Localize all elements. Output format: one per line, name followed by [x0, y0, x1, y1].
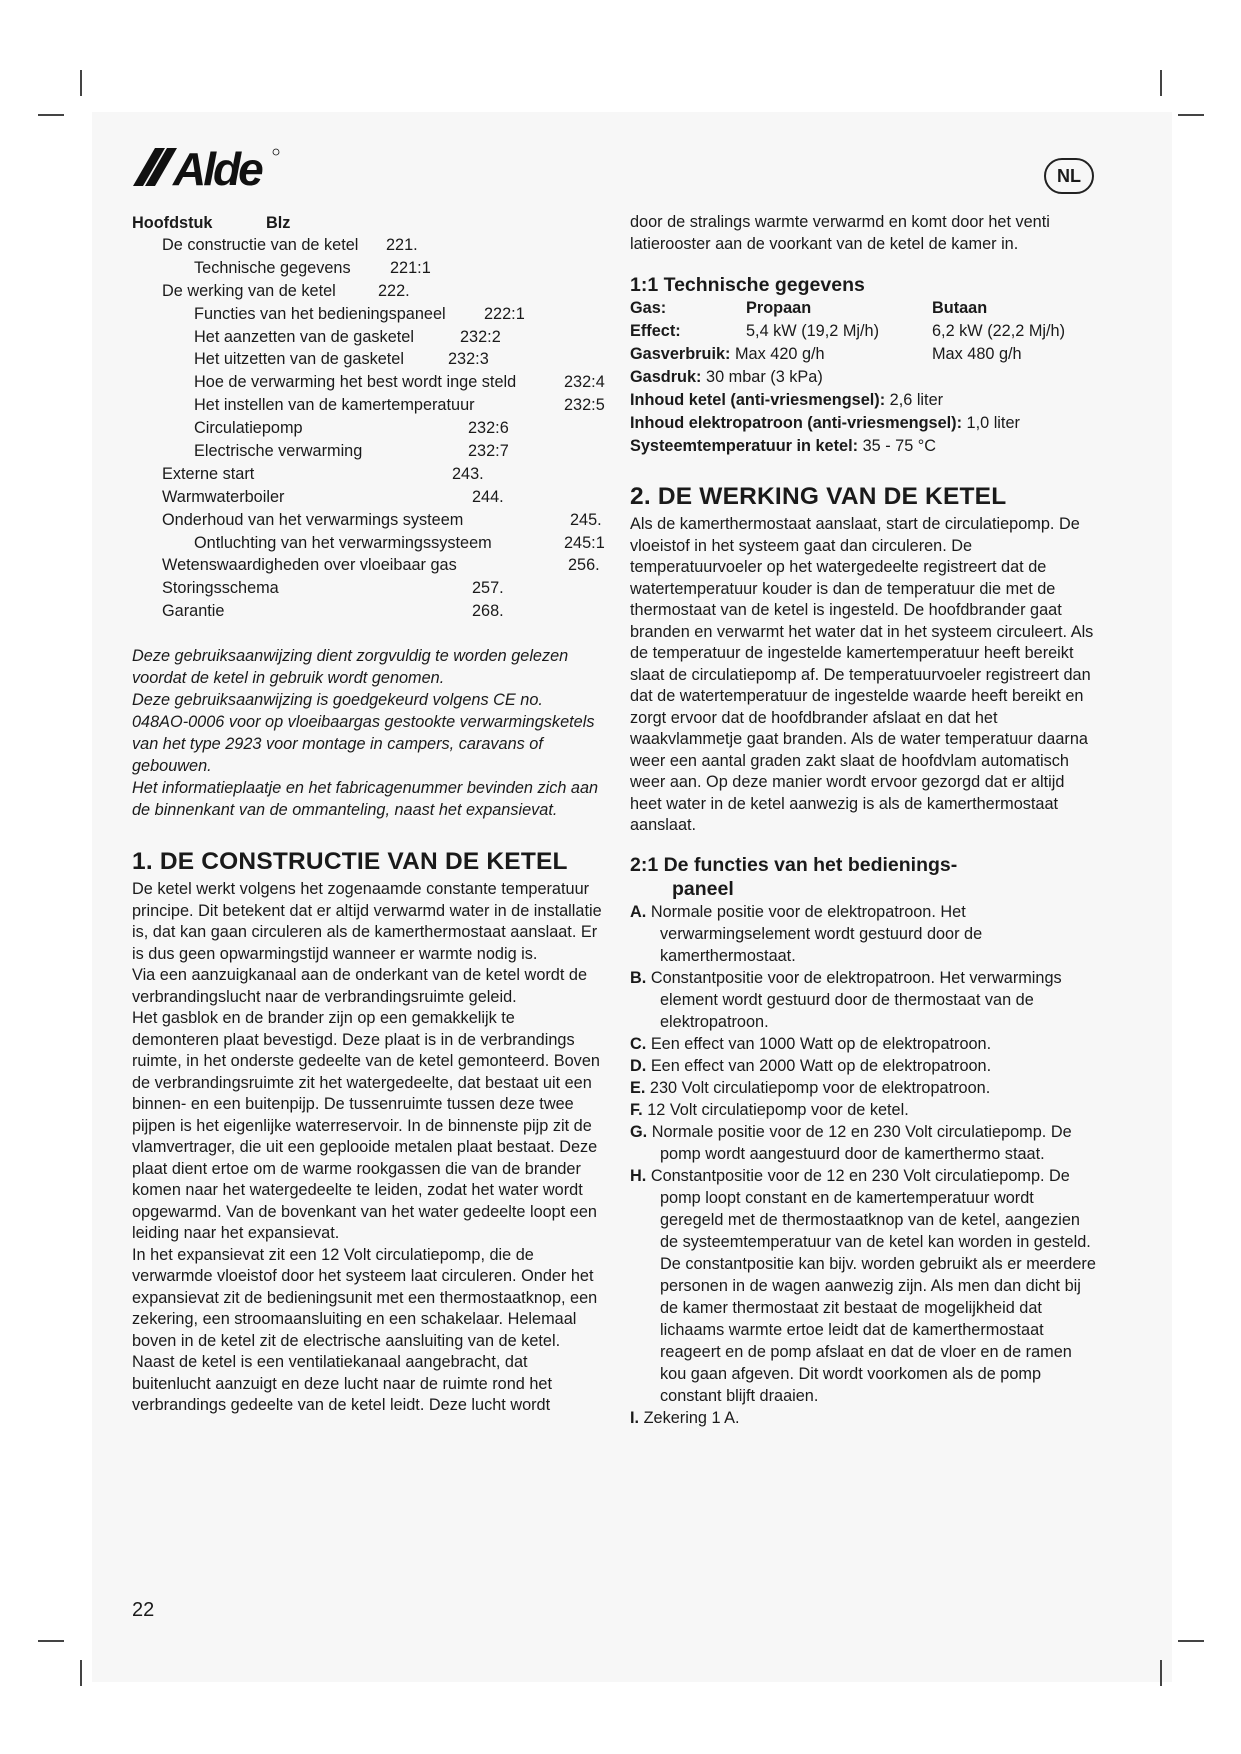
spec-label: Gasdruk:	[630, 368, 702, 386]
toc-page: 268.	[472, 602, 504, 621]
toc-label: Technische gegevens	[194, 258, 351, 277]
spec-label: Gasverbruik:	[630, 345, 731, 363]
spec-value: 2,6 liter	[889, 391, 944, 409]
tech-title: 1:1 Technische gegevens	[630, 274, 865, 296]
toc-page: 232:6	[468, 419, 509, 438]
toc-header	[132, 212, 602, 234]
toc-row	[132, 577, 612, 600]
list-key: E.	[630, 1078, 646, 1097]
toc-row	[132, 417, 612, 440]
toc-page: 232:2	[460, 327, 501, 346]
spec-label: Gas:	[630, 299, 667, 317]
control-panel-list	[630, 901, 1100, 1429]
toc-row	[132, 509, 612, 532]
toc-page: 232:5	[564, 396, 605, 415]
toc-row	[132, 440, 612, 463]
section-1-paragraph: Via een aanzuigkanaal aan de onderkant van de ketel wordt de verbrandingslucht naar de verbrandingsruimte geleid.	[132, 966, 588, 1006]
toc-page: 221.	[386, 236, 418, 254]
list-text: Constantpositie voor de elektropatroon. Het verwarmings element wordt gestuurd door de thermostaat van de elektropatroon.	[650, 968, 1062, 1031]
left-column	[132, 212, 605, 1417]
section-21-title-line: paneel	[672, 877, 734, 900]
list-key: F.	[630, 1100, 643, 1119]
spec-value: 1,0 liter	[966, 414, 1020, 432]
list-text: Een effect van 2000 Watt op de elektropatroon.	[650, 1056, 992, 1075]
toc-label: Het uitzetten van de gasketel	[194, 350, 404, 369]
crop-mark	[1160, 70, 1162, 96]
section-1-paragraph: In het expansievat zit een 12 Volt circulatiepomp, die de verwarmde vloeistof door het systeem laat circuleren. Onder het expansievat zit de bedieningsunit met een thermostaatknop, een zekering, een stroomaansluiting en een schakelaar. Helemaal boven in de ketel zit de electrische aansluiting van de ketel. Naast de ketel is een ventilatiekanaal aangebracht, dat buitenlucht aanzuigt en deze lucht naar de ruimte rond het verbrandings gedeelte van de ketel leidt. Deze lucht wordt	[132, 1245, 598, 1415]
list-item	[630, 1077, 1100, 1099]
spec-value: 6,2 kW (22,2 Mj/h)	[932, 322, 1066, 340]
list-key: A.	[630, 902, 647, 921]
list-item	[630, 1165, 1100, 1407]
toc-label: Ontluchting van het verwarmingssysteem	[194, 533, 492, 552]
section-1-paragraph: Het gasblok en de brander zijn op een gemakkelijk te demonteren plaat bevestigd. Deze plaat is in de verbrandings ruimte, in het onderste gedeelte van de ketel gemonteerd. Boven de verbrandingsruimte zit het watergedeelte, dat bestaat uit een binnen- en een buitenpijp. De tussenruimte tussen deze twee pijpen is het eigenlijke waterreservoir. In de binnenste pijp zit de vlamvertrager, die uit een geplooide metalen plaat bestaat. Deze plaat dient ertoe om de warme rookgassen die van de brander komen naar het watergedeelte te leiden, zodat het water wordt opgewarmd. Van de bovenkant van het water gedeelte loopt een leiding naar het expansievat.	[132, 1009, 600, 1243]
intro-paragraph: Deze gebruiksaanwijzing dient zorgvuldig te worden gelezen voordat de ketel in gebruik wordt genomen.	[132, 647, 569, 688]
section-21-title	[630, 853, 1100, 901]
toc-row	[132, 326, 612, 349]
toc-row	[132, 600, 612, 623]
toc-page: 232:4	[564, 373, 605, 392]
toc-label: Externe start	[162, 464, 255, 483]
toc-label: Storingsschema	[162, 579, 279, 598]
table-of-contents	[132, 234, 612, 623]
toc-row	[132, 554, 612, 577]
section-1-paragraph: De ketel werkt volgens het zogenaamde constante temperatuur principe. Dit betekent dat er altijd verwarmd water in de installatie is, dat kan gaan circuleren als de kamerthermostaat aanslaat. Er is dus geen opwarmingstijd wanneer er warmte nodig is.	[132, 880, 602, 963]
right-column	[630, 212, 1100, 1429]
list-key: C.	[630, 1034, 647, 1053]
toc-label: Hoe de verwarming het best wordt inge steld	[194, 373, 517, 392]
crop-mark	[80, 70, 82, 96]
toc-label: Het instellen van de kamertemperatuur	[194, 396, 475, 415]
list-key: G.	[630, 1122, 648, 1141]
toc-row	[132, 303, 612, 326]
alde-logo	[133, 142, 283, 195]
toc-page: 221:1	[390, 258, 431, 277]
section-1-continued: door de stralings warmte verwarmd en komt door het venti latierooster aan de voorkant van de ketel de kamer in.	[630, 213, 1050, 253]
language-badge: NL	[1044, 158, 1094, 194]
intro-paragraph: Het informatieplaatje en het fabricagenummer bevinden zich aan de binnenkant van de ommanteling, naast het expansievat.	[132, 779, 599, 820]
crop-mark	[38, 114, 64, 116]
list-text: Normale positie voor de elektropatroon. Het verwarmingselement wordt gestuurd door de kamerthermostaat.	[650, 902, 983, 965]
intro-paragraph: Deze gebruiksaanwijzing is goedgekeurd volgens CE no. 048AO-0006 voor op vloeibaargas gestookte verwarmingsketels van het type 2923 voor montage in campers, caravans of gebouwen.	[132, 691, 595, 776]
list-item	[630, 1121, 1100, 1165]
spec-value: 30 mbar (3 kPa)	[706, 368, 823, 386]
toc-page: 243.	[452, 464, 484, 483]
tech-specs	[630, 297, 1100, 458]
toc-row	[132, 257, 612, 280]
toc-label: Het aanzetten van de gasketel	[194, 327, 414, 346]
toc-page: 222:1	[484, 304, 525, 323]
spec-value: 35 - 75 °C	[862, 437, 937, 455]
toc-label: Electrische verwarming	[194, 442, 363, 461]
list-key: I.	[630, 1408, 640, 1427]
toc-chapter-heading: Hoofdstuk	[132, 214, 213, 232]
crop-mark	[80, 1660, 82, 1686]
svg-text:Alde: Alde	[173, 143, 261, 190]
toc-label: Garantie	[162, 602, 225, 621]
crop-mark	[1178, 1640, 1204, 1642]
crop-mark	[1178, 114, 1204, 116]
spec-butaan-heading: Butaan	[932, 299, 988, 317]
spec-label: Effect:	[630, 322, 681, 340]
toc-label: Wetenswaardigheden over vloeibaar gas	[162, 556, 457, 575]
section-1-body	[132, 879, 602, 1417]
toc-label: Warmwaterboiler	[162, 487, 285, 506]
toc-row	[132, 463, 612, 486]
section-2-title: 2. DE WERKING VAN DE KETEL	[630, 483, 1007, 510]
section-1-title: 1. DE CONSTRUCTIE VAN DE KETEL	[132, 848, 568, 876]
toc-row	[132, 348, 612, 371]
list-key: B.	[630, 968, 647, 987]
section-21-title-line: 2:1 De functies van het bedienings-	[630, 853, 958, 876]
spec-label: Systeemtemperatuur in ketel:	[630, 437, 859, 455]
toc-row	[132, 486, 612, 509]
spec-value: Max 420 g/h	[734, 345, 825, 363]
toc-label: Circulatiepomp	[194, 419, 303, 438]
toc-page: 232:3	[448, 350, 489, 369]
spec-row-effect	[630, 320, 1100, 343]
toc-label: De constructie van de ketel	[162, 236, 359, 254]
spec-row-elektro	[630, 412, 1100, 435]
spec-row-verbruik	[630, 343, 1100, 366]
list-item	[630, 1407, 1100, 1429]
toc-row	[132, 532, 612, 555]
spec-row-gas	[630, 297, 1100, 320]
toc-row	[132, 280, 612, 303]
toc-row	[132, 234, 612, 257]
toc-page: 232:7	[468, 442, 509, 461]
toc-label: Onderhoud van het verwarmings systeem	[162, 510, 464, 529]
toc-label: Functies van het bedieningspaneel	[194, 304, 446, 323]
spec-row-temp	[630, 435, 1100, 458]
toc-page: 245:1	[564, 533, 605, 552]
toc-page: 257.	[472, 579, 504, 598]
spec-row-inhoud	[630, 389, 1100, 412]
list-item	[630, 1033, 1100, 1055]
toc-label: De werking van de ketel	[162, 281, 336, 300]
toc-row	[132, 394, 612, 417]
toc-page: 245.	[570, 510, 602, 529]
intro-notice	[132, 645, 602, 821]
spec-value: 5,4 kW (19,2 Mj/h)	[746, 322, 880, 340]
crop-mark	[1160, 1660, 1162, 1686]
toc-row	[132, 371, 612, 394]
list-item	[630, 1099, 1100, 1121]
spec-propaan-heading: Propaan	[746, 299, 812, 317]
list-text: Normale positie voor de 12 en 230 Volt circulatiepomp. De pomp wordt aangestuurd door de kamerthermo staat.	[651, 1122, 1072, 1163]
list-text: 230 Volt circulatiepomp voor de elektropatroon.	[649, 1078, 991, 1097]
toc-page: 244.	[472, 487, 504, 506]
list-item	[630, 967, 1100, 1033]
list-text: 12 Volt circulatiepomp voor de ketel.	[647, 1100, 909, 1119]
list-key: H.	[630, 1166, 647, 1185]
crop-mark	[38, 1640, 64, 1642]
list-text: Een effect van 1000 Watt op de elektropatroon.	[650, 1034, 992, 1053]
spec-row-druk	[630, 366, 1100, 389]
list-text: Constantpositie voor de 12 en 230 Volt circulatiepomp. De pomp loopt constant en de kamertemperatuur wordt geregeld met de thermostaatknop van de ketel, aangezien de systeemtemperatuur van de ketel kan worden in gesteld. De constantpositie kan bijv. worden gebruikt als er meerdere personen in de wagen aanwezig zijn. Als men dan dicht bij de kamer thermostaat zit bestaat de mogelijkheid dat lichaams warmte ertoe leidt dat de kamerthermostaat reageert en de pomp afslaat en dat de vloer en de ramen kou gaan afgeven. Dit wordt voorkomen als de pomp constant blijft draaien.	[650, 1166, 1096, 1405]
page-number: 22	[132, 1599, 155, 1621]
spec-value: Max 480 g/h	[932, 345, 1022, 363]
list-text: Zekering 1 A.	[643, 1408, 740, 1427]
toc-page-heading: Blz	[266, 214, 291, 232]
alde-logo-mark	[133, 142, 283, 190]
section-2-body: Als de kamerthermostaat aanslaat, start de circulatiepomp. De vloeistof in het systeem gaat dan circuleren. De temperatuurvoeler op het watergedeelte registreert dat de watertemperatuur kouder is dan de temperatuur die met de thermostaat van de ketel is ingesteld. De hoofdbrander gaat branden en verwarmt het water dat in het systeem circuleert. Als de temperatuur de ingestelde kamertemperatuur heeft bereikt slaat de circulatiepomp af. De temperatuurvoeler registreert dan dat de watertemperatuur de ingestelde waarde heeft bereikt en zorgt ervoor dat de hoofdbrander afslaat en dat het waakvlammetje gaat branden. Als de water temperatuur daarna weer een aantal graden zakt slaat de hoofdvlam automatisch weer aan. Op deze manier wordt ervoor gezorgd dat er altijd heet water in de ketel aanwezig is als de kamerthermostaat aanslaat.	[630, 515, 1094, 834]
spec-label: Inhoud elektropatroon (anti-vriesmengsel):	[630, 414, 962, 432]
list-key: D.	[630, 1056, 647, 1075]
toc-page: 222.	[378, 281, 410, 300]
toc-page: 256.	[568, 556, 600, 575]
list-item	[630, 1055, 1100, 1077]
spec-label: Inhoud ketel (anti-vriesmengsel):	[630, 391, 886, 409]
list-item	[630, 901, 1100, 967]
